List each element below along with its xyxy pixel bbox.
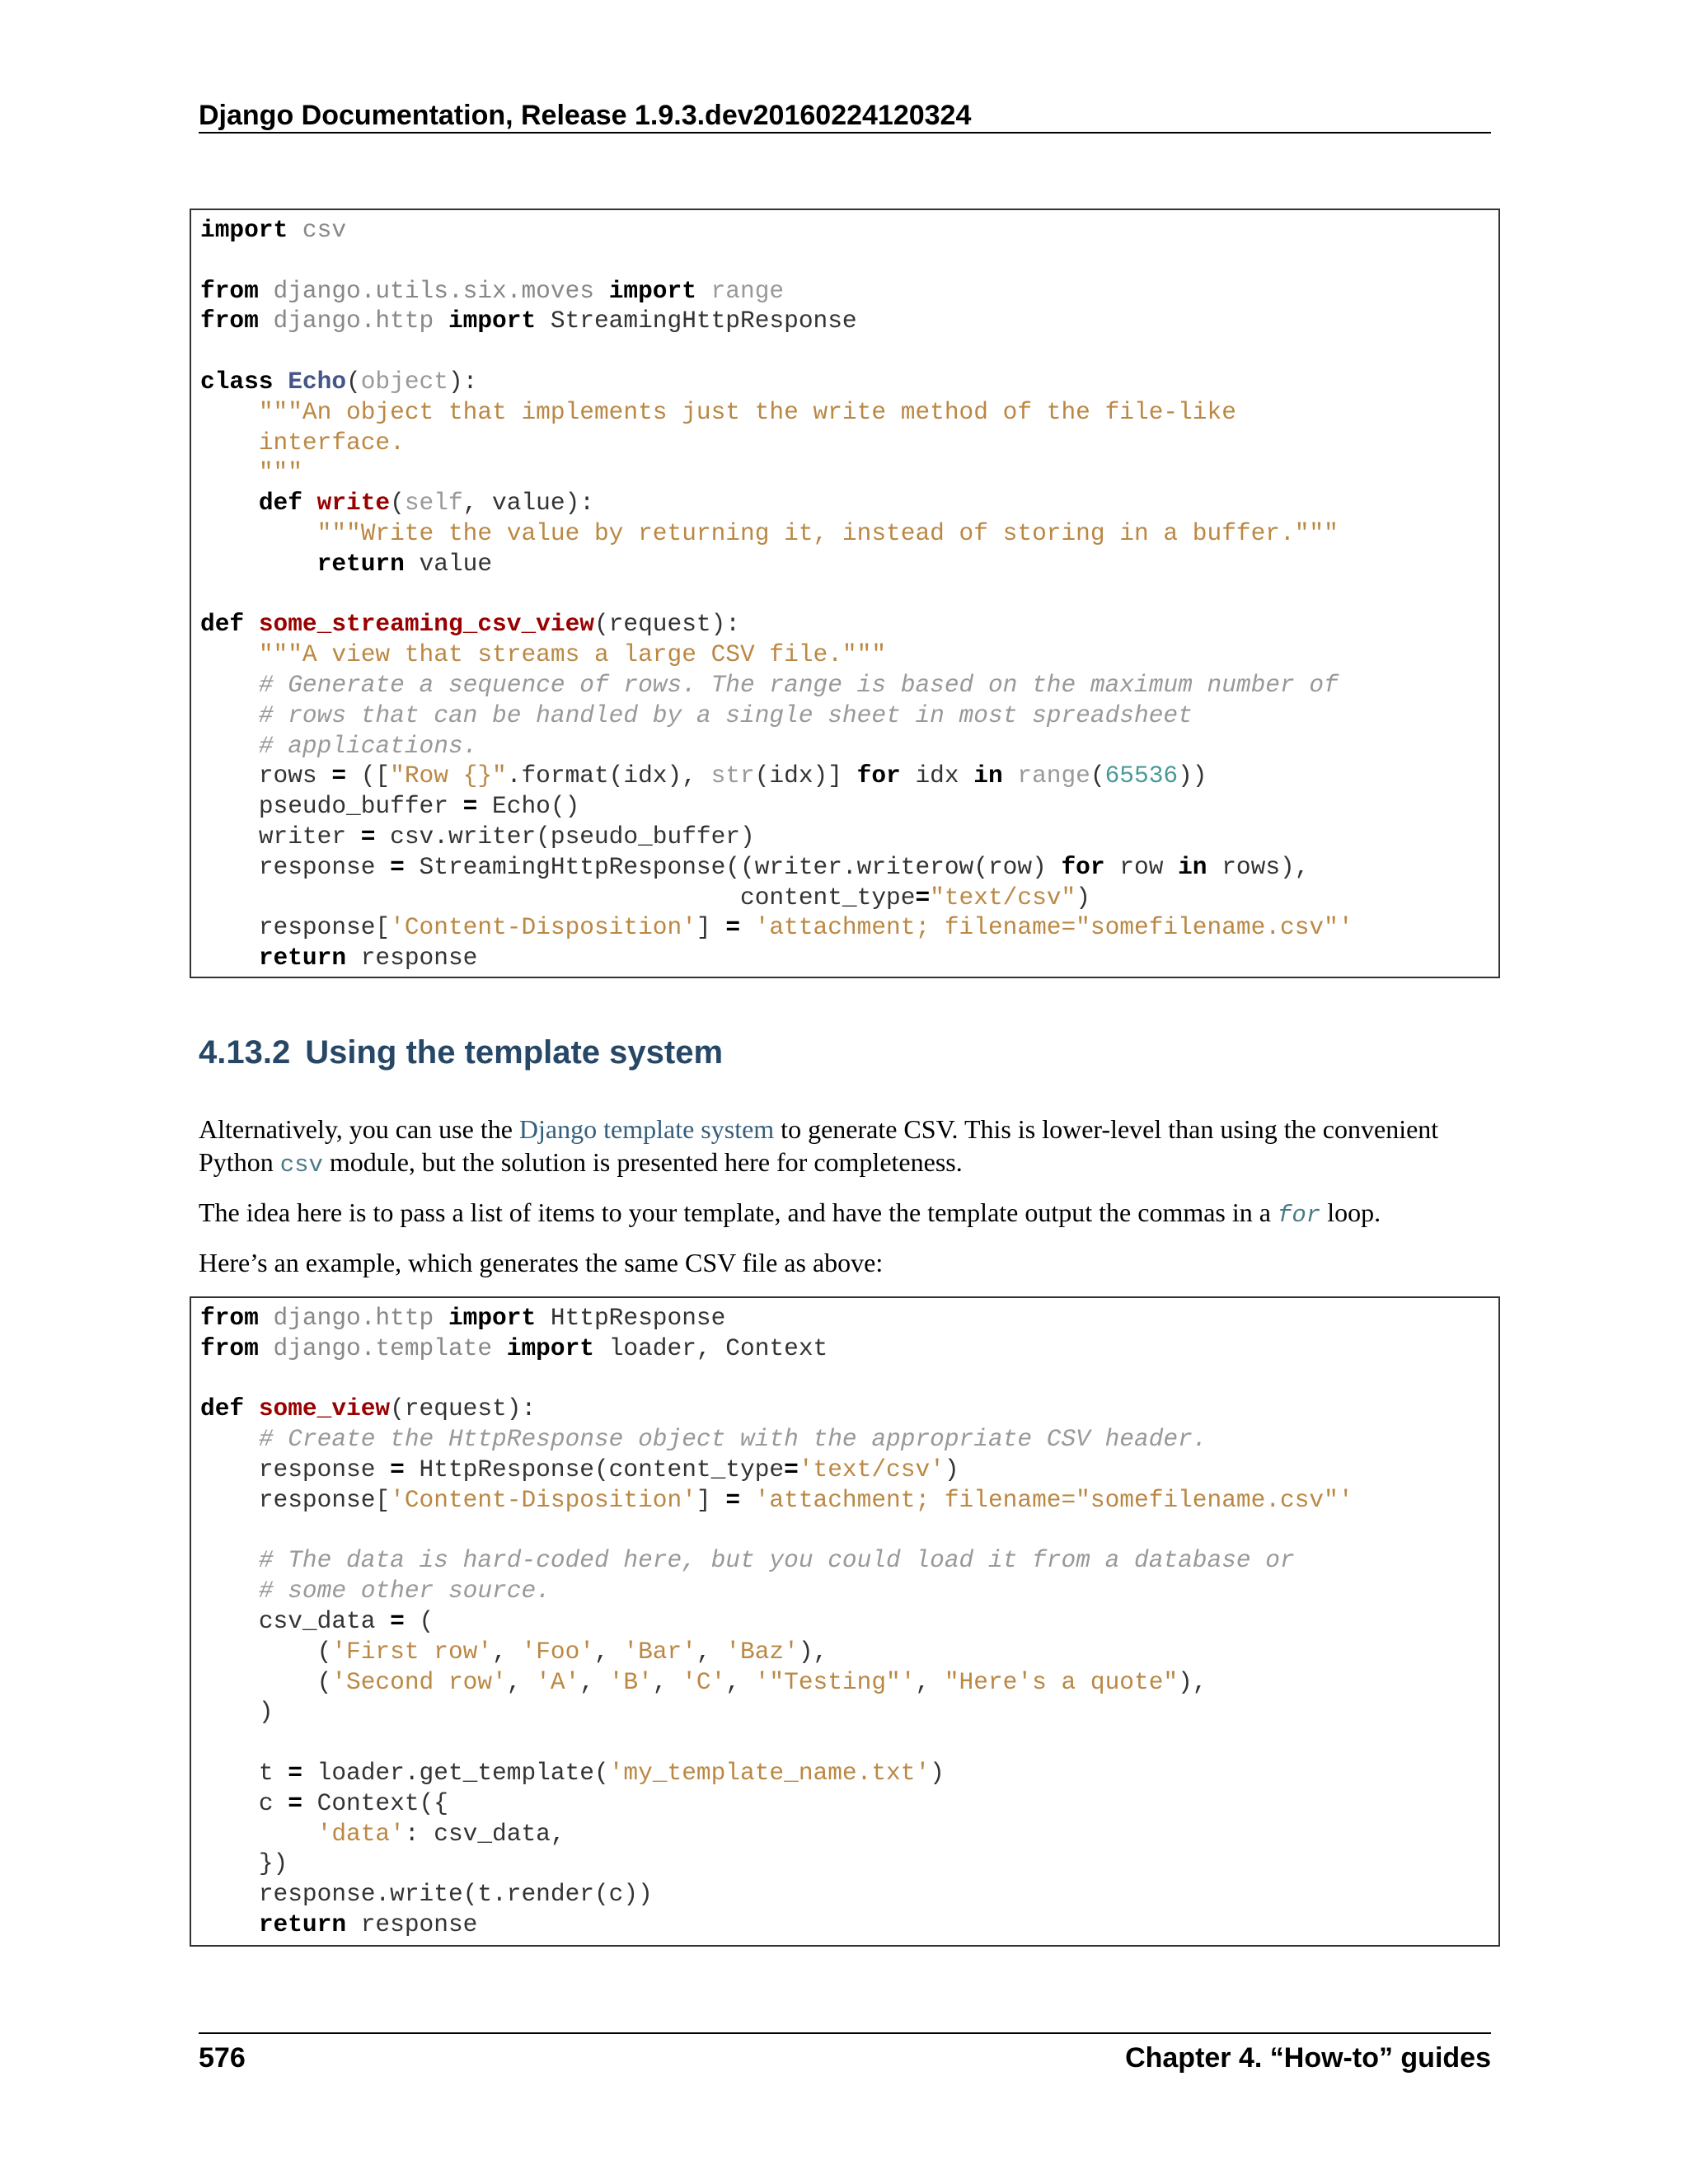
paragraph-text: Here’s an example, which generates the same CSV file as above:	[199, 1248, 884, 1277]
code-token: return	[258, 1910, 347, 1938]
code-token: response	[346, 944, 478, 972]
code-token: =	[462, 792, 478, 821]
code-token: import	[506, 1333, 594, 1362]
page-header	[199, 92, 1491, 134]
code-token: content_type	[258, 883, 916, 912]
code-token: "Here's a quote"	[944, 1667, 1179, 1696]
code-token: StreamingHttpResponse((writer.writerow(row)	[404, 852, 1062, 881]
code-token: ))	[1178, 762, 1207, 790]
section-number: 4.13.2	[199, 1034, 291, 1071]
code-token: 65536	[1104, 762, 1179, 790]
code-token: return	[258, 944, 347, 972]
code-token: '"Testing"'	[754, 1667, 916, 1696]
paragraph-idea	[199, 1196, 1493, 1232]
code-token: =	[390, 1606, 405, 1635]
code-token: from	[200, 276, 259, 305]
code-token: ):	[448, 367, 478, 396]
code-token: # Create the HttpResponse object with the appropriate CSV header.	[258, 1425, 1207, 1454]
code-token: django.http	[273, 307, 434, 335]
code-token: =	[725, 1485, 741, 1514]
code-token: =	[288, 1758, 302, 1787]
code-token: ,	[593, 1637, 624, 1666]
code-token: def	[200, 610, 245, 639]
code-token: from	[200, 1333, 259, 1362]
code-token: 'A'	[536, 1667, 580, 1696]
code-token: =	[784, 1455, 799, 1483]
code-token: Echo()	[477, 792, 580, 821]
code-token: csv	[302, 216, 347, 244]
code-token: loader.get_template(	[302, 1758, 609, 1787]
code-token: from	[200, 307, 259, 335]
code-token: interface.	[258, 428, 405, 457]
code-token: (	[316, 1637, 332, 1666]
paragraph-text: to generate CSV. This is lower-level than using the convenient	[774, 1114, 1439, 1144]
code-token: 'Foo'	[521, 1637, 594, 1666]
code-token: .format(idx),	[506, 762, 711, 790]
code-token: 'attachment; filename="somefilename.csv"'	[754, 913, 1353, 942]
code-token: csv.writer(pseudo_buffer)	[375, 822, 755, 851]
code-token: =	[725, 913, 741, 942]
code-token: =	[390, 1455, 405, 1483]
paragraph-text: loop.	[1320, 1197, 1381, 1227]
code-token: for	[856, 762, 901, 790]
code-token: some_view	[258, 1394, 391, 1423]
paragraph-intro	[199, 1113, 1493, 1182]
code-token: 'First row'	[331, 1637, 493, 1666]
for-tag-link[interactable]: for	[1277, 1202, 1321, 1229]
code-token: object	[360, 367, 448, 396]
code-token: ,	[506, 1667, 537, 1696]
paragraph-text: Alternatively, you can use the	[199, 1114, 519, 1144]
chapter-title: Chapter 4. “How-to” guides	[1125, 2042, 1491, 2074]
code-token: response	[258, 1455, 391, 1483]
code-token: ,	[696, 1637, 726, 1666]
code-token: self	[404, 489, 463, 518]
code-token: pseudo_buffer	[258, 792, 463, 821]
code-token: csv_data	[258, 1606, 391, 1635]
code-token: (	[390, 489, 405, 518]
code-token: range	[710, 276, 785, 305]
document-title: Django Documentation, Release 1.9.3.dev20160224120324	[199, 100, 972, 131]
code-token: =	[331, 762, 347, 790]
code-token: 'Content-Disposition'	[390, 1485, 696, 1514]
page-footer	[199, 2032, 1491, 2083]
code-token: ),	[1178, 1667, 1207, 1696]
code-token	[740, 913, 755, 941]
code-token: HttpResponse	[550, 1304, 726, 1332]
code-token: ,	[492, 1637, 522, 1666]
code-token: (	[404, 1606, 434, 1635]
code-token: some_streaming_csv_view	[258, 610, 594, 639]
code-token: """	[258, 458, 302, 487]
paragraph-text: module, but the solution is presented here for completeness.	[322, 1147, 963, 1177]
code-token: 'Baz'	[725, 1637, 799, 1666]
code-token: 'Second row'	[331, 1667, 507, 1696]
code-token: )	[258, 1698, 274, 1727]
code-token: "Row {}"	[390, 762, 507, 790]
code-token: ]	[696, 1485, 726, 1514]
code-token: Echo	[288, 367, 347, 396]
code-token	[1003, 762, 1018, 790]
django-template-system-link[interactable]: Django template system	[518, 1114, 775, 1144]
code-token: import	[448, 1304, 537, 1332]
page-number: 576	[199, 2042, 246, 2074]
code-token: def	[258, 489, 302, 518]
code-token: value	[404, 549, 493, 578]
code-token: c	[258, 1788, 288, 1817]
code-token: (request):	[390, 1394, 537, 1423]
code-token: row	[1104, 852, 1179, 881]
code-token: str	[710, 762, 755, 790]
code-token: =	[390, 852, 405, 881]
code-listing-2	[200, 1303, 1498, 1940]
code-token: ,	[725, 1667, 755, 1696]
code-token: """Write the value by returning it, instead of storing in a buffer."""	[316, 518, 1339, 547]
code-token: import	[608, 276, 696, 305]
paragraph-text: Python	[199, 1147, 280, 1177]
code-token: 'Bar'	[623, 1637, 696, 1666]
code-token: , value):	[462, 489, 594, 518]
code-token: response	[346, 1910, 478, 1938]
code-token: range	[1017, 762, 1090, 790]
code-token: import	[448, 307, 537, 335]
paragraph-example	[199, 1246, 1493, 1279]
code-token: """A view that streams a large CSV file."""	[258, 640, 887, 669]
code-token: ,	[652, 1667, 682, 1696]
code-token	[740, 1486, 755, 1514]
code-token: ([	[346, 762, 391, 790]
code-token: return	[316, 549, 405, 578]
section-title-text: Using the template system	[305, 1034, 724, 1071]
code-token: (	[1090, 762, 1105, 790]
code-token: import	[200, 216, 288, 244]
code-token: (idx)]	[754, 762, 857, 790]
code-token: StreamingHttpResponse	[550, 307, 857, 335]
code-token: =	[288, 1788, 302, 1817]
code-token: )	[930, 1758, 945, 1787]
code-token: in	[1178, 852, 1207, 881]
code-token: writer	[258, 822, 361, 851]
code-block-streaming-csv	[190, 209, 1500, 978]
paragraph-text: The idea here is to pass a list of items to your template, and have the template output the commas in a	[199, 1197, 1278, 1227]
code-token: ),	[798, 1637, 828, 1666]
code-token: (	[346, 367, 361, 396]
code-token: )	[944, 1455, 959, 1483]
code-token: "text/csv"	[930, 883, 1076, 912]
code-token: response.write(t.render(c))	[258, 1880, 653, 1909]
code-token: write	[316, 489, 391, 518]
csv-module-link[interactable]: csv	[279, 1151, 323, 1179]
code-token: =	[360, 822, 376, 851]
code-token: response[	[258, 913, 391, 942]
code-token: django.http	[273, 1304, 434, 1332]
code-token: idx	[900, 762, 974, 790]
code-token: ,	[579, 1667, 609, 1696]
code-token: for	[1061, 852, 1105, 881]
code-token: 'data'	[316, 1819, 405, 1848]
code-listing-1	[200, 215, 1498, 973]
code-token: (	[316, 1667, 332, 1696]
code-token: ]	[696, 913, 726, 942]
code-token: 'B'	[608, 1667, 653, 1696]
code-token: : csv_data,	[404, 1819, 565, 1848]
code-token: 'Content-Disposition'	[390, 913, 696, 942]
code-block-template-view	[190, 1296, 1500, 1947]
code-token: class	[200, 367, 274, 396]
code-token: in	[973, 762, 1003, 790]
code-token: # rows that can be handled by a single sheet in most spreadsheet	[258, 701, 1193, 729]
code-token: # applications.	[258, 731, 478, 760]
code-token: })	[258, 1849, 288, 1878]
code-token: # some other source.	[258, 1577, 551, 1605]
code-token: # Generate a sequence of rows. The range is based on the maximum number of	[258, 670, 1339, 699]
code-token: 'text/csv'	[798, 1455, 945, 1483]
code-token: t	[258, 1758, 288, 1787]
code-token: django.template	[273, 1333, 493, 1362]
code-token: 'C'	[682, 1667, 726, 1696]
code-token: """An object that implements just the write method of the file-like	[258, 397, 1236, 426]
code-token: rows),	[1207, 852, 1310, 881]
section-heading	[199, 1034, 723, 1071]
code-token: =	[915, 883, 931, 912]
code-token: )	[1076, 883, 1090, 912]
code-token: from	[200, 1304, 259, 1332]
code-token: def	[200, 1394, 245, 1423]
code-token: 'attachment; filename="somefilename.csv"'	[754, 1485, 1353, 1514]
code-token: django.utils.six.moves	[273, 276, 594, 305]
code-token: Context({	[302, 1788, 448, 1817]
code-token: response	[258, 852, 391, 881]
code-token: (request):	[593, 610, 741, 639]
code-token: 'my_template_name.txt'	[608, 1758, 931, 1787]
code-token: response[	[258, 1485, 391, 1514]
code-token: HttpResponse(content_type	[404, 1455, 785, 1483]
code-token: # The data is hard-coded here, but you could load it from a database or	[258, 1546, 1295, 1575]
code-token: ,	[915, 1667, 945, 1696]
code-token: rows	[258, 762, 332, 790]
code-token: loader, Context	[608, 1333, 828, 1362]
